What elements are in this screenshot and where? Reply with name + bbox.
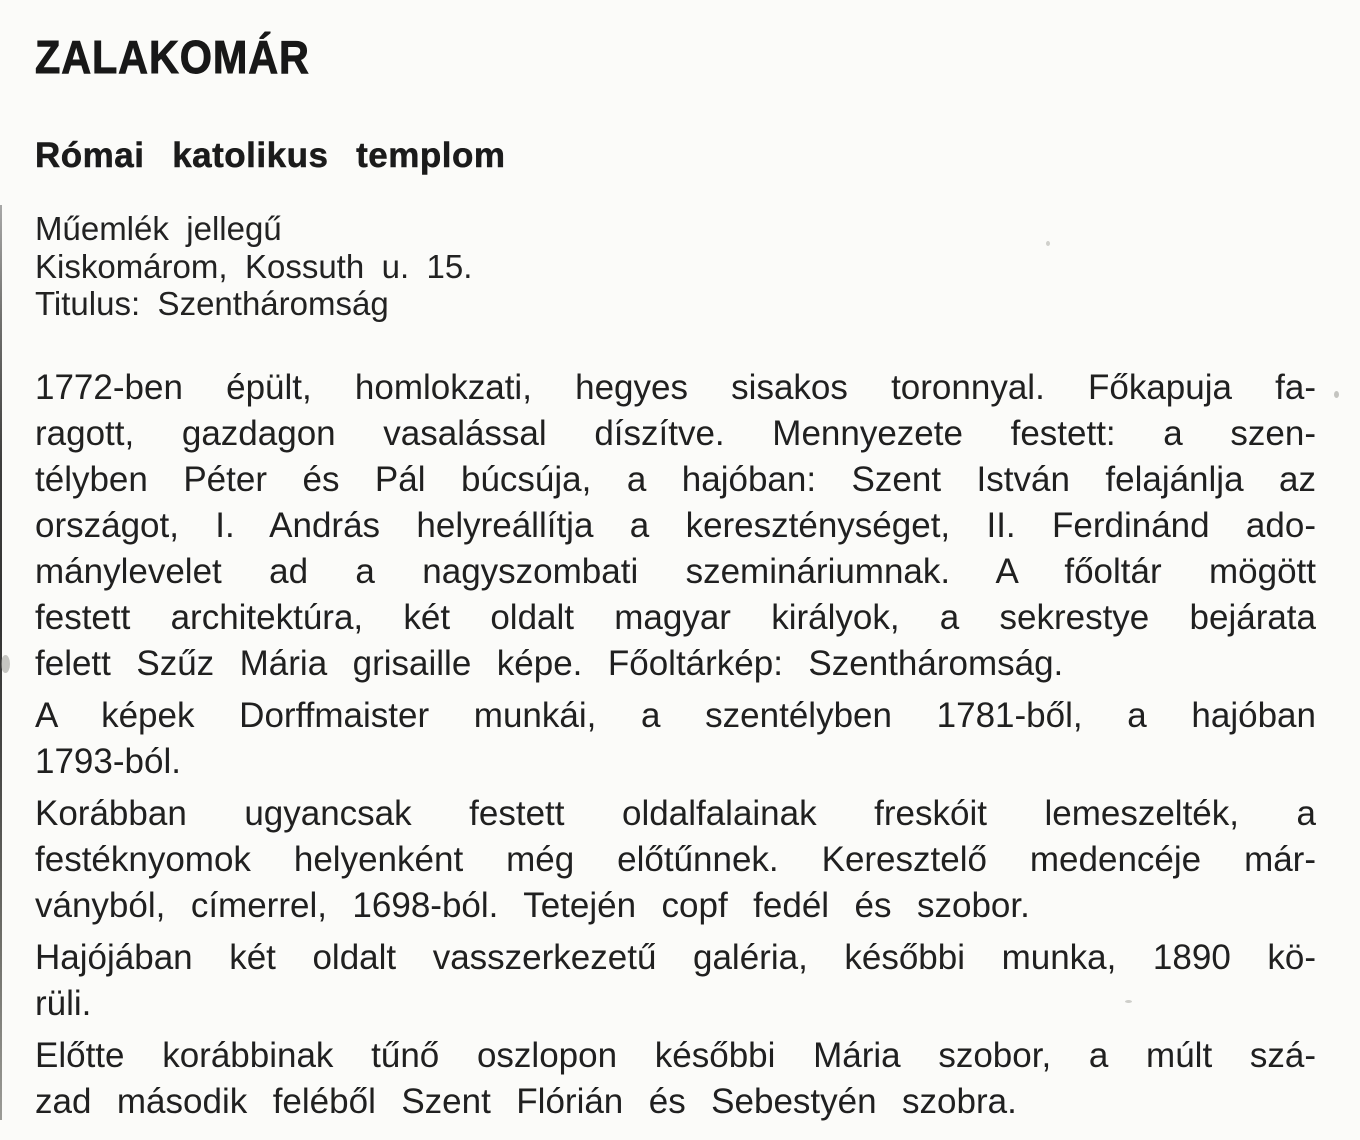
paragraph-paintings (35, 693, 1316, 785)
text-line: ványból, címerrel, 1698-ból. Tetején copf fedél és szobor. (35, 885, 1030, 925)
text-line: festett architektúra, két oldalt magyar királyok, a sekrestye bejárata (35, 597, 1316, 637)
text-line: Hajójában két oldalt vasszerkezetű galéria, későbbi munka, 1890 kö- (35, 937, 1316, 977)
text-line: országot, I. András helyreállítja a kereszténységet, II. Ferdinánd ado- (35, 505, 1316, 545)
section-title: Római katolikus templom (35, 136, 506, 175)
text-line: festéknyomok helyenként még előtűnnek. Keresztelő medencéje már- (35, 839, 1316, 879)
text-line: rüli. (35, 983, 92, 1023)
paragraph-history (35, 365, 1316, 687)
scan-speck (1, 655, 10, 673)
text-line: mánylevelet ad a nagyszombati szemináriumnak. A főoltár mögött (35, 551, 1316, 591)
page-title-text: ZALAKOMÁR (35, 31, 310, 83)
text-line: 1793-ból. (35, 741, 181, 781)
text-line: Előtte korábbinak tűnő oszlopon későbbi Mária szobor, a múlt szá- (35, 1035, 1316, 1075)
page-title (35, 31, 1316, 83)
text-line: télyben Péter és Pál búcsúja, a hajóban: Szent István felajánlja az (35, 459, 1316, 499)
text-line: ragott, gazdagon vasalással díszítve. Mennyezete festett: a szen- (35, 413, 1316, 453)
page-content (35, 0, 1316, 1131)
meta-titulus: Titulus: Szentháromság (35, 285, 389, 322)
text-line: Korábban ugyancsak festett oldalfalainak freskóit lemeszelték, a (35, 793, 1316, 833)
paragraph-statues (35, 1033, 1316, 1125)
paragraph-gallery (35, 935, 1316, 1027)
monument-meta-block (35, 210, 1316, 323)
description-text (35, 365, 1316, 1125)
text-line: zad második feléből Szent Flórián és Sebestyén szobra. (35, 1081, 1017, 1121)
scan-speck (1334, 391, 1339, 398)
meta-address: Kiskomárom, Kossuth u. 15. (35, 247, 473, 285)
meta-designation: Műemlék jellegű (35, 210, 282, 247)
text-line: A képek Dorffmaister munkái, a szentélyben 1781-ből, a hajóban (35, 695, 1316, 735)
text-line: 1772-ben épült, homlokzati, hegyes sisakos toronnyal. Főkapuja fa- (35, 367, 1316, 407)
paragraph-frescoes (35, 791, 1316, 929)
text-line: felett Szűz Mária grisaille képe. Főoltárkép: Szentháromság. (35, 643, 1064, 683)
